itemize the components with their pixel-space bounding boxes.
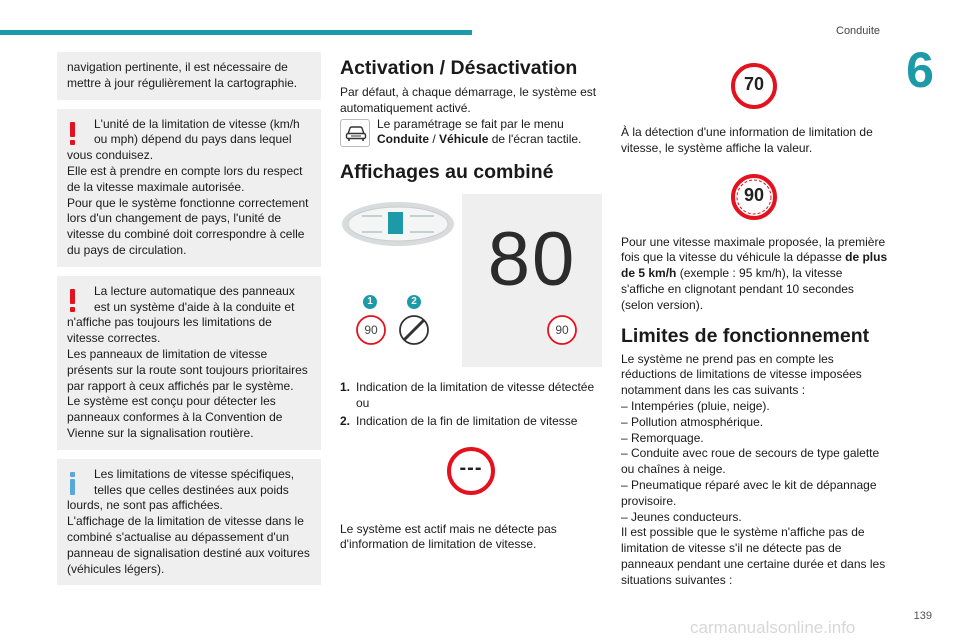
note-line: lourds, ne sont pas affichées. <box>67 498 223 513</box>
info-icon <box>70 472 75 494</box>
illustration-legend <box>340 380 602 429</box>
cluster-graphic <box>340 194 460 367</box>
illustration-right-panel <box>462 194 602 367</box>
heading-activation: Activation / Désactivation <box>340 57 578 79</box>
list-item: – Pneumatique réparé avec le kit de dépannage provisoire. <box>621 477 877 508</box>
dash-sign-area <box>340 444 602 512</box>
menu-instruction <box>340 117 602 149</box>
car-settings-icon <box>340 119 370 147</box>
cluster-illustration <box>340 194 602 367</box>
limits-list <box>621 399 889 525</box>
speed-sign-90-value: 90 <box>743 184 765 205</box>
chapter-number: 6 <box>906 42 934 98</box>
note-line: Pour que le système fonctionne correctement lors d'un changement de pays, l'unité de vitesse du combiné doit correspondre à celle du pays de circulation. <box>67 195 309 257</box>
list-item: – Conduite avec roue de secours de type galette ou chaînes à neige. <box>621 446 880 477</box>
illustration-left-panel <box>340 194 460 367</box>
sign-70-area <box>621 52 889 110</box>
heading-limits: Limites de fonctionnement <box>621 324 870 347</box>
callout-1: 1 <box>367 296 373 308</box>
menu-text-pre: Le paramétrage se fait par le menu <box>377 116 564 131</box>
note-line: L'affichage de la limitation de vitesse dans le combiné s'actualise au dépassement d'un panneau de signalisation destiné aux voitures (véhicules légers). <box>67 514 310 576</box>
page-number: 139 <box>913 610 932 622</box>
column-left <box>57 52 321 594</box>
heading-displays: Affichages au combiné <box>340 161 554 184</box>
menu-separator: / <box>429 132 440 147</box>
warning-note-reading <box>57 276 321 450</box>
overspeed-text: Pour une vitesse maximale proposée, la première fois que la vitesse du véhicule la dépasse de plus de 5 km/h (exemple : 95 km/h), la vitesse s'affiche en clignotant pendant 10 secondes (selon version). <box>621 234 888 312</box>
big-speed-display: 80 <box>487 217 577 303</box>
note-line: Les panneaux de limitation de vitesse présents sur la route sont toujours prioritaires par rapport à ceux affichés par le système. <box>67 346 308 393</box>
intro-text: navigation pertinente, il est nécessaire de mettre à jour régulièrement la cartographie. <box>67 60 298 90</box>
list-item: – Remorquage. <box>621 430 704 445</box>
watermark: carmanualsonline.info <box>690 618 856 637</box>
activation-text: Par défaut, à chaque démarrage, le système est automatiquement activé. <box>340 85 597 115</box>
note-line: n'affiche pas toujours les limitations de vitesse correctes. <box>67 315 272 346</box>
small-sign-graphic <box>462 194 602 367</box>
note-line: Elle est à prendre en compte lors du respect de la vitesse maximale autorisée. <box>67 163 303 194</box>
note-lead: Les limitations de vitesse spécifiques, telles que celles destinées aux poids <box>94 466 295 497</box>
menu-text-post: de l'écran tactile. <box>488 132 582 147</box>
intro-box <box>57 52 321 100</box>
small-speed-left: 90 <box>364 323 378 338</box>
list-item: – Jeunes conducteurs. <box>621 509 742 524</box>
info-note-specific <box>57 459 321 586</box>
small-speed-right: 90 <box>555 323 569 338</box>
warning-icon <box>70 289 75 311</box>
note-lead: L'unité de la limitation de vitesse (km/h ou mph) dépend du pays dans lequel <box>94 116 300 147</box>
speed-sign-70-value: 70 <box>743 74 765 94</box>
detection-text: À la détection d'une information de limitation de vitesse, le système affiche la valeur. <box>621 125 873 155</box>
note-lead: La lecture automatique des panneaux est un système d'aide à la conduite et <box>94 283 295 314</box>
legend-item: 1. Indication de la limitation de vitesse détectée ou <box>340 380 595 410</box>
warning-icon <box>70 122 75 144</box>
limits-outro: Il est possible que le système n'affiche pas de limitation de vitesse s'il ne détecte pas de panneaux pendant une certaine durée et dans les situations suivantes : <box>621 525 886 587</box>
callout-2: 2 <box>411 296 417 308</box>
warning-note-units <box>57 109 321 267</box>
column-right <box>621 52 889 589</box>
section-title: Conduite <box>836 25 881 37</box>
menu-bold-conduite: Conduite <box>377 132 429 147</box>
sign-90-area <box>621 169 889 235</box>
note-line: Le système est conçu pour détecter les panneaux conformes à la Convention de Vienne sur la signalisation routière. <box>67 394 283 440</box>
menu-bold-vehicule: Véhicule <box>439 132 489 147</box>
legend-item: 2. Indication de la fin de limitation de vitesse <box>340 413 578 428</box>
limits-intro: Le système ne prend pas en compte les réductions de limitations de vitesse imposées notamment dans les cas suivants : <box>621 351 862 398</box>
no-limit-sign-text: --- <box>459 456 483 479</box>
note-line: vous conduisez. <box>67 148 154 163</box>
list-item: – Intempéries (pluie, neige). <box>621 398 770 413</box>
list-item: – Pollution atmosphérique. <box>621 414 764 429</box>
column-middle <box>340 52 602 553</box>
no-detection-text: Le système est actif mais ne détecte pas d'information de limitation de vitesse. <box>340 521 557 552</box>
header-accent-bar <box>0 30 472 35</box>
